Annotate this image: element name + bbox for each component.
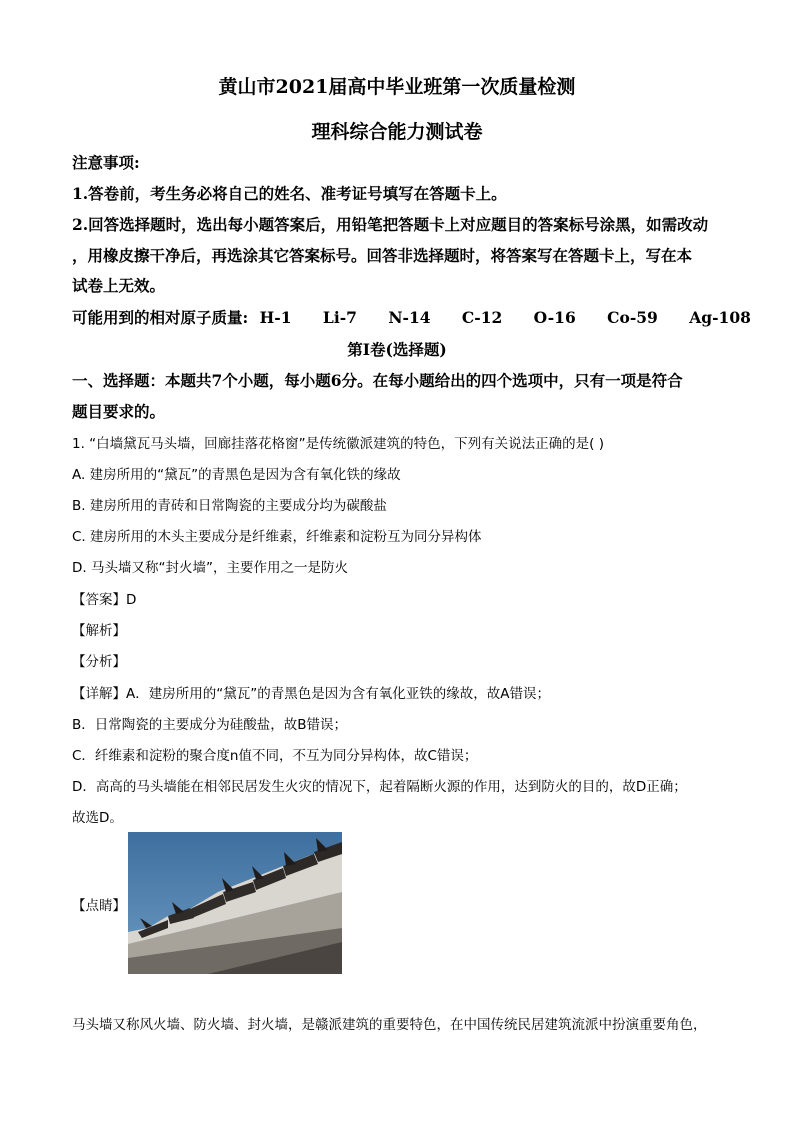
mass-c: C-12 <box>461 308 503 327</box>
notice-item-2-line-2: ，用橡皮擦干净后，再选涂其它答案标号。回答非选择题时，将答案写在答题卡上，写在本 <box>72 246 693 265</box>
question-1-stem: 1. “白墙黛瓦马头墙，回廊挂落花格窗”是传统徽派建筑的特色，下列有关说法正确的是( ) <box>72 436 604 452</box>
mass-li: Li-7 <box>322 308 357 327</box>
question-1-option-d: D. 马头墙又称“封火墙”，主要作用之一是防火 <box>72 560 348 576</box>
horse-head-wall-photo <box>128 832 342 974</box>
fenxi-label: 【分析】 <box>72 654 126 670</box>
detail-d: D．高高的马头墙能在相邻民居发生火灾的情况下，起着隔断火源的作用，达到防火的目的，故D正确； <box>72 779 687 795</box>
question-1-option-b: B. 建房所用的青砖和日常陶瓷的主要成分均为碳酸盐 <box>72 498 387 514</box>
question-1-option-a: A. 建房所用的“黛瓦”的青黑色是因为含有氧化铁的缘故 <box>72 467 401 483</box>
section-instruction-line-1: 一、选择题：本题共7个小题，每小题6分。在每小题给出的四个选项中，只有一项是符合 <box>72 371 683 390</box>
notice-item-1: 1.答卷前，考生务必将自己的姓名、准考证号填写在答题卡上。 <box>72 184 507 203</box>
dianjing-label: 【点睛】 <box>72 898 126 914</box>
answer-label: 【答案】D <box>72 592 137 608</box>
last-line: 马头墙又称风火墙、防火墙、封火墙，是赣派建筑的重要特色，在中国传统民居建筑流派中扮演重要角色， <box>72 1017 707 1033</box>
notice-item-2-line-1: 2.回答选择题时，选出每小题答案后，用铅笔把答题卡上对应题目的答案标号涂黑，如需改动 <box>72 215 709 234</box>
atomic-masses <box>72 306 751 328</box>
mass-co: Co-59 <box>607 308 658 327</box>
mass-h: H-1 <box>259 308 292 327</box>
mass-o: O-16 <box>533 308 576 327</box>
exam-subtitle: 理科综合能力测试卷 <box>311 121 483 143</box>
exam-title: 黄山市2021届高中毕业班第一次质量检测 <box>218 76 576 98</box>
notice-heading: 注意事项: <box>72 153 140 172</box>
question-1-option-c: C. 建房所用的木头主要成分是纤维素，纤维素和淀粉互为同分异构体 <box>72 529 482 545</box>
detail-a: 【详解】A．建房所用的“黛瓦”的青黑色是因为含有氧化亚铁的缘故，故A错误； <box>72 686 550 702</box>
mass-n: N-14 <box>388 308 431 327</box>
mass-ag: Ag-108 <box>689 308 751 327</box>
section-title: 第Ⅰ卷(选择题) <box>347 340 447 359</box>
jiexi-label: 【解析】 <box>72 623 126 639</box>
detail-c: C．纤维素和淀粉的聚合度n值不同，不互为同分异构体，故C错误； <box>72 748 478 764</box>
notice-item-2-line-3: 试卷上无效。 <box>72 276 166 295</box>
atomic-masses-label: 可能用到的相对原子质量: <box>72 308 249 327</box>
conclusion: 故选D。 <box>72 810 123 826</box>
detail-b: B．日常陶瓷的主要成分为硅酸盐，故B错误； <box>72 717 348 733</box>
section-instruction-line-2: 题目要求的。 <box>72 402 166 421</box>
